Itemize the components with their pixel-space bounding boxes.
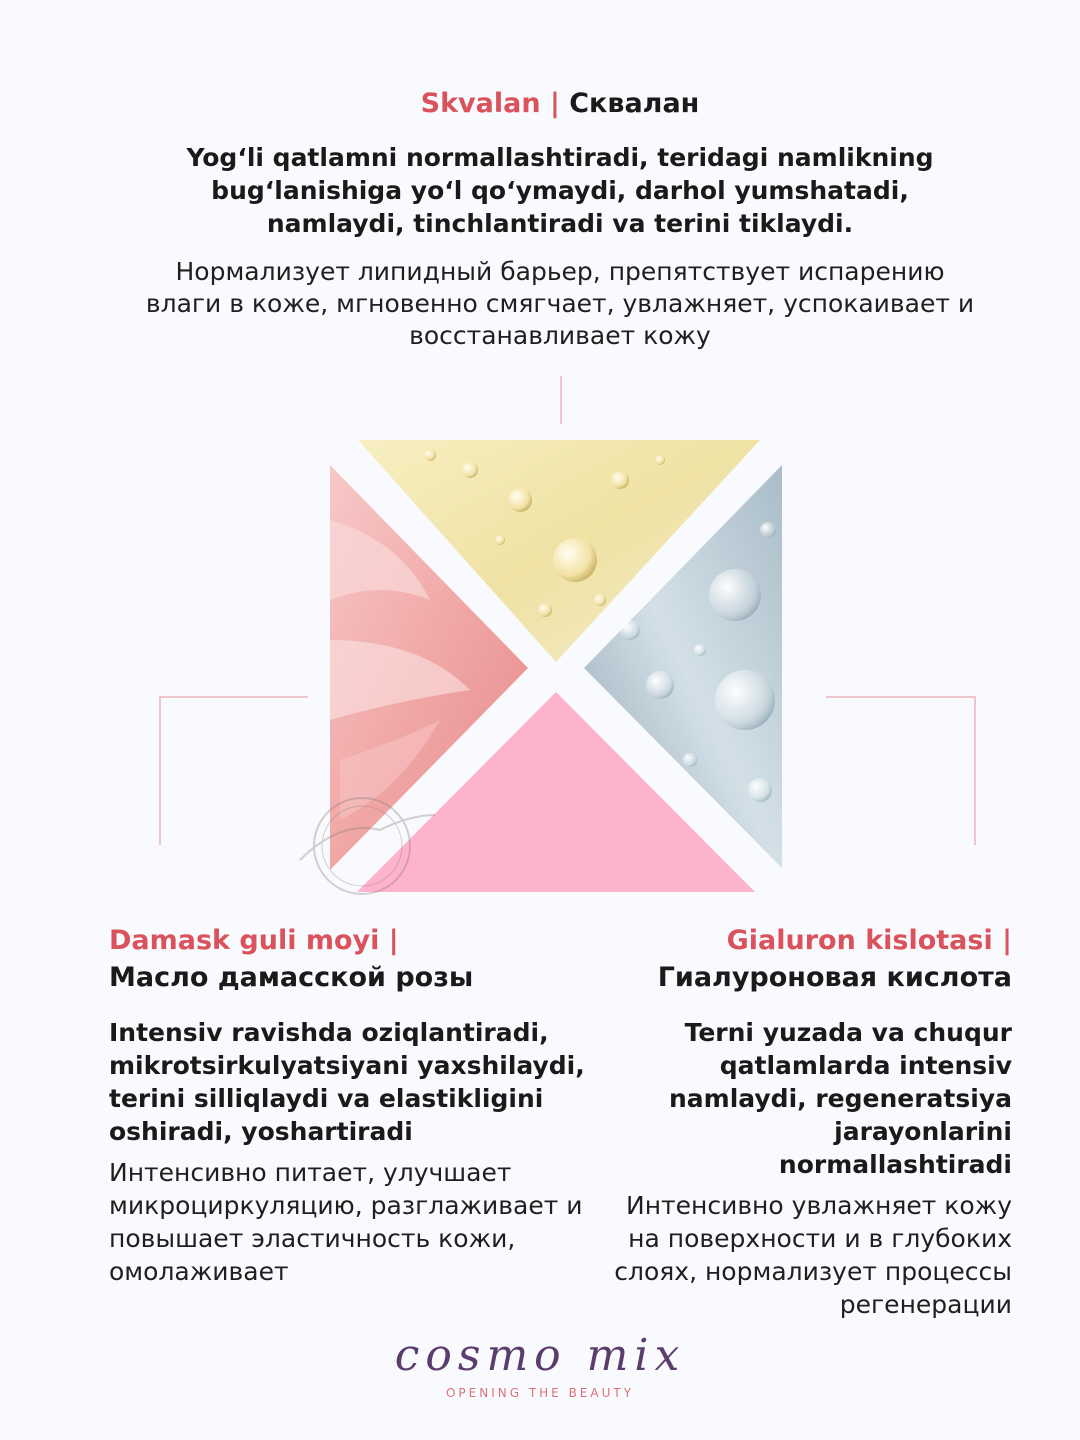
brand-logo [340,1330,740,1400]
oil-droplets-image [358,440,760,662]
watermark-seal [300,798,435,894]
hyaluronic-acid-heading [600,922,1012,996]
hyaluronic-acid-title-latin: Gialuron kislotasi | [726,925,1012,956]
damask-rose-title-latin: Damask guli moyi | [109,925,399,956]
pink-triangle [357,692,755,892]
squalane-ru-text: Нормализует липидный барьер, препятствует испарению влаги в коже, мгновенно смягчает, увлажняет, успокаивает и восстанавливает кожу [145,257,975,350]
water-droplets-image [584,465,782,868]
damask-rose-ru-text: Интенсивно питает, улучшает микроциркуляцию, разглаживает и повышает эластичность кожи, омолаживает [109,1158,583,1286]
connector-lines [160,376,975,845]
squalane-title-ru: Сквалан [569,88,700,119]
squalane-section [140,88,980,352]
hyaluronic-acid-title-ru: Гиалуроновая кислота [657,962,1012,993]
hyaluronic-acid-ru-text: Интенсивно увлажняет кожу на поверхности и в глубоких слоях, нормализует процессы регенерации [614,1191,1012,1319]
damask-rose-title-ru: Масло дамасской розы [109,962,474,993]
title-separator: | [540,88,570,119]
squalane-title-latin: Skvalan [420,88,541,119]
hyaluronic-acid-section [600,922,1012,1321]
squalane-uz-text: Yog‘li qatlamni normallashtiradi, teridagi namlikning bug‘lanishiga yo‘l qo‘ymaydi, darhol yumshatadi, namlaydi, tinchlantiradi va terini tiklaydi. [186,143,934,238]
damask-rose-heading [109,922,599,996]
damask-rose-section [109,922,599,1288]
hyaluronic-acid-uz-text: Terni yuzada va chuqur qatlamlarda intensiv namlaydi, regeneratsiya jarayonlarini normallashtiradi [668,1018,1012,1179]
logo-script-text: cosmo mix [394,1330,686,1381]
squalane-heading [140,88,980,119]
logo-tagline: OPENING THE BEAUTY [445,1386,635,1400]
rose-petals-image [330,465,528,870]
damask-rose-uz-text: Intensiv ravishda oziqlantiradi, mikrotsirkulyatsiyani yaxshilaydi, terini silliqlaydi va elastikligini oshiradi, yoshartiradi [109,1018,585,1146]
